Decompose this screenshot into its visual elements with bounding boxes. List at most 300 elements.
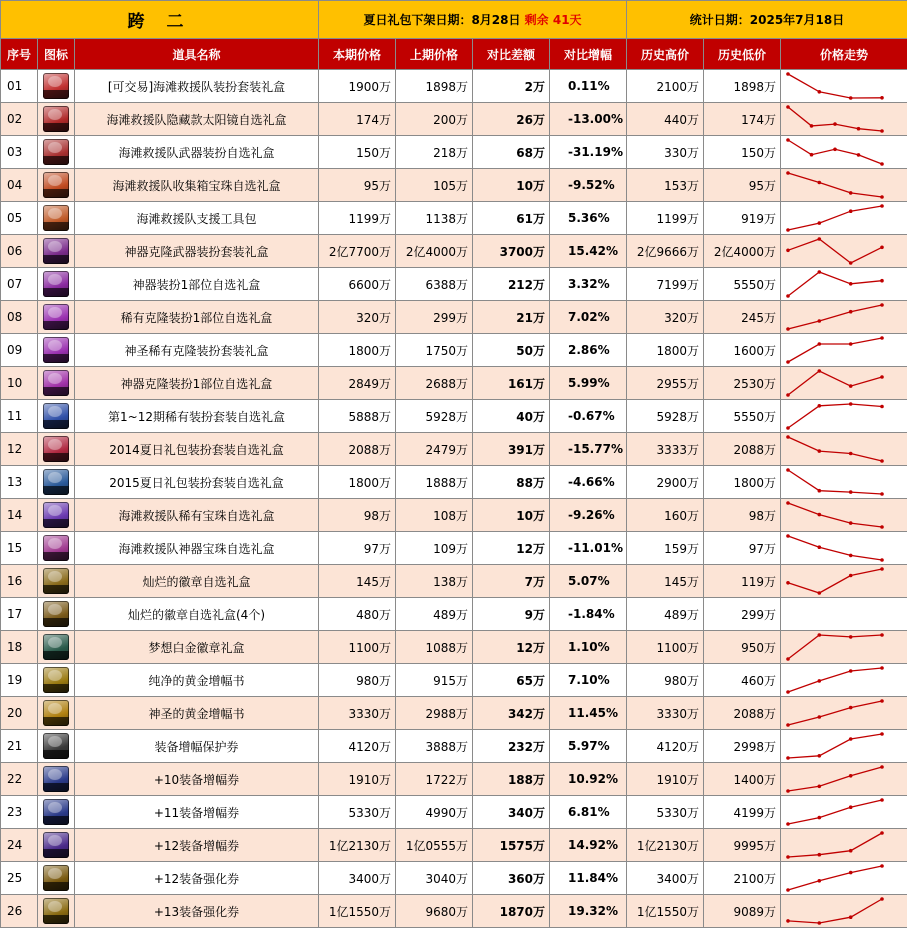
current-price: 480万 xyxy=(319,598,396,631)
trend-sparkline xyxy=(781,433,907,465)
row-number: 17 xyxy=(1,598,38,631)
icon-cell xyxy=(38,730,75,763)
history-low: 150万 xyxy=(704,136,781,169)
trend-point xyxy=(849,191,853,195)
price-diff: 188万 xyxy=(473,763,550,796)
trend-point xyxy=(786,228,790,232)
trend-point xyxy=(880,279,884,283)
price-change: -0.67% xyxy=(550,400,627,433)
trend-sparkline xyxy=(781,70,907,102)
trend-point xyxy=(880,831,884,835)
table-row xyxy=(1,169,907,202)
trend-point xyxy=(786,468,790,472)
gift-box-icon xyxy=(43,205,69,231)
price-change: 5.97% xyxy=(550,730,627,763)
price-change: 0.11% xyxy=(550,70,627,103)
trend-point xyxy=(818,369,822,373)
history-high: 440万 xyxy=(627,103,704,136)
price-change: 14.92% xyxy=(550,829,627,862)
history-low: 2088万 xyxy=(704,433,781,466)
trend-point xyxy=(818,342,822,346)
gift-box-icon xyxy=(43,403,69,429)
item-name: 第1~12期稀有装扮套装自选礼盒 xyxy=(75,400,319,433)
history-low: 5550万 xyxy=(704,268,781,301)
table-row xyxy=(1,466,907,499)
trend-point xyxy=(818,181,822,185)
current-price: 95万 xyxy=(319,169,396,202)
gift-box-icon xyxy=(43,73,69,99)
trend-point xyxy=(880,864,884,868)
trend-sparkline xyxy=(781,532,907,564)
history-low: 245万 xyxy=(704,301,781,334)
previous-price: 1898万 xyxy=(396,70,473,103)
trend-point xyxy=(818,633,822,637)
icon-cell xyxy=(38,169,75,202)
item-name: 稀有克隆装扮1部位自选礼盒 xyxy=(75,301,319,334)
trend-point xyxy=(849,574,853,578)
price-diff: 9万 xyxy=(473,598,550,631)
trend-point xyxy=(849,849,853,853)
history-low: 2998万 xyxy=(704,730,781,763)
scroll-icon xyxy=(43,700,69,726)
previous-price: 6388万 xyxy=(396,268,473,301)
row-number: 19 xyxy=(1,664,38,697)
price-change: 1.10% xyxy=(550,631,627,664)
trend-point xyxy=(880,567,884,571)
trend-point xyxy=(786,919,790,923)
item-name: 海滩救援队收集箱宝珠自选礼盒 xyxy=(75,169,319,202)
current-price: 1亿2130万 xyxy=(319,829,396,862)
trend-point xyxy=(786,855,790,859)
history-low: 97万 xyxy=(704,532,781,565)
trend-point xyxy=(818,879,822,883)
trend-point xyxy=(810,153,814,157)
trend-point xyxy=(849,490,853,494)
trend-sparkline xyxy=(781,631,907,663)
trend-point xyxy=(786,756,790,760)
table-row xyxy=(1,598,907,631)
trend-cell xyxy=(781,499,907,532)
trend-point xyxy=(849,706,853,710)
trend-sparkline xyxy=(781,202,907,234)
trend-point xyxy=(849,261,853,265)
row-number: 07 xyxy=(1,268,38,301)
previous-price: 200万 xyxy=(396,103,473,136)
price-diff: 12万 xyxy=(473,631,550,664)
price-diff: 88万 xyxy=(473,466,550,499)
previous-price: 105万 xyxy=(396,169,473,202)
trend-cell xyxy=(781,763,907,796)
item-name: [可交易]海滩救援队装扮套装礼盒 xyxy=(75,70,319,103)
trend-line xyxy=(788,140,882,164)
trend-point xyxy=(849,384,853,388)
trend-cell xyxy=(781,235,907,268)
gift-box-icon xyxy=(43,469,69,495)
trend-point xyxy=(833,148,837,152)
trend-sparkline xyxy=(781,565,907,597)
icon-cell xyxy=(38,136,75,169)
price-diff: 2万 xyxy=(473,70,550,103)
icon-cell xyxy=(38,301,75,334)
trend-point xyxy=(818,237,822,241)
price-diff: 65万 xyxy=(473,664,550,697)
trend-point xyxy=(880,336,884,340)
gift-box-icon xyxy=(43,238,69,264)
trend-point xyxy=(786,249,790,253)
price-change: 7.02% xyxy=(550,301,627,334)
item-name: 灿烂的徽章自选礼盒 xyxy=(75,565,319,598)
trend-sparkline xyxy=(781,697,907,729)
table-row xyxy=(1,70,907,103)
trend-point xyxy=(849,310,853,314)
price-diff: 340万 xyxy=(473,796,550,829)
history-high: 2100万 xyxy=(627,70,704,103)
icon-cell xyxy=(38,103,75,136)
trend-line xyxy=(788,206,882,230)
table-row xyxy=(1,136,907,169)
table-row xyxy=(1,631,907,664)
row-number: 03 xyxy=(1,136,38,169)
table-row xyxy=(1,532,907,565)
trend-point xyxy=(849,521,853,525)
row-number: 05 xyxy=(1,202,38,235)
item-name: 海滩救援队武器装扮自选礼盒 xyxy=(75,136,319,169)
price-diff: 391万 xyxy=(473,433,550,466)
trend-point xyxy=(880,897,884,901)
trend-sparkline xyxy=(781,400,907,432)
row-number: 01 xyxy=(1,70,38,103)
trend-point xyxy=(786,501,790,505)
price-diff: 360万 xyxy=(473,862,550,895)
trend-point xyxy=(880,303,884,307)
price-change: 7.10% xyxy=(550,664,627,697)
history-high: 159万 xyxy=(627,532,704,565)
item-name: 装备增幅保护券 xyxy=(75,730,319,763)
current-price: 1910万 xyxy=(319,763,396,796)
row-number: 25 xyxy=(1,862,38,895)
price-change: -9.52% xyxy=(550,169,627,202)
history-high: 160万 xyxy=(627,499,704,532)
current-price: 5330万 xyxy=(319,796,396,829)
trend-point xyxy=(880,633,884,637)
trend-cell xyxy=(781,862,907,895)
history-high: 1亿1550万 xyxy=(627,895,704,928)
previous-price: 1亿0555万 xyxy=(396,829,473,862)
trend-cell xyxy=(781,829,907,862)
trend-line xyxy=(788,569,882,593)
icon-cell xyxy=(38,796,75,829)
trend-point xyxy=(818,489,822,493)
history-low: 4199万 xyxy=(704,796,781,829)
trend-point xyxy=(849,915,853,919)
trend-cell xyxy=(781,103,907,136)
icon-cell xyxy=(38,268,75,301)
history-low: 2088万 xyxy=(704,697,781,730)
trend-point xyxy=(849,871,853,875)
item-name: 神圣稀有克隆装扮套装礼盒 xyxy=(75,334,319,367)
trend-cell xyxy=(781,730,907,763)
col-no: 序号 xyxy=(1,39,38,70)
icon-cell xyxy=(38,400,75,433)
table-row xyxy=(1,103,907,136)
trend-point xyxy=(849,282,853,286)
trend-sparkline xyxy=(781,169,907,201)
previous-price: 109万 xyxy=(396,532,473,565)
price-change: 3.32% xyxy=(550,268,627,301)
trend-point xyxy=(880,204,884,208)
table-row xyxy=(1,301,907,334)
trend-point xyxy=(849,96,853,100)
col-name: 道具名称 xyxy=(75,39,319,70)
trend-sparkline xyxy=(781,895,907,927)
trend-line xyxy=(788,833,882,857)
current-price: 3400万 xyxy=(319,862,396,895)
previous-price: 218万 xyxy=(396,136,473,169)
previous-price: 1088万 xyxy=(396,631,473,664)
trend-line xyxy=(788,536,882,560)
price-change: -31.19% xyxy=(550,136,627,169)
trend-point xyxy=(786,888,790,892)
previous-price: 2亿4000万 xyxy=(396,235,473,268)
trend-point xyxy=(786,534,790,538)
trend-point xyxy=(818,449,822,453)
trend-cell xyxy=(781,301,907,334)
trend-point xyxy=(818,754,822,758)
item-name: +12装备强化券 xyxy=(75,862,319,895)
icon-cell xyxy=(38,466,75,499)
trend-sparkline xyxy=(781,598,907,630)
trend-sparkline xyxy=(781,334,907,366)
trend-line xyxy=(788,74,882,98)
trend-point xyxy=(786,822,790,826)
trend-point xyxy=(880,492,884,496)
history-low: 1800万 xyxy=(704,466,781,499)
previous-price: 5928万 xyxy=(396,400,473,433)
price-change: 19.32% xyxy=(550,895,627,928)
table-row xyxy=(1,730,907,763)
trend-point xyxy=(786,723,790,727)
icon-cell xyxy=(38,829,75,862)
history-low: 950万 xyxy=(704,631,781,664)
price-diff: 12万 xyxy=(473,532,550,565)
trend-point xyxy=(880,525,884,529)
row-number: 23 xyxy=(1,796,38,829)
table-row xyxy=(1,268,907,301)
previous-price: 138万 xyxy=(396,565,473,598)
trend-sparkline xyxy=(781,466,907,498)
row-number: 08 xyxy=(1,301,38,334)
current-price: 1900万 xyxy=(319,70,396,103)
icon-cell xyxy=(38,895,75,928)
current-price: 1800万 xyxy=(319,334,396,367)
price-diff: 232万 xyxy=(473,730,550,763)
current-price: 97万 xyxy=(319,532,396,565)
gift-box-icon xyxy=(43,370,69,396)
row-number: 18 xyxy=(1,631,38,664)
icon-cell xyxy=(38,367,75,400)
history-low: 460万 xyxy=(704,664,781,697)
history-high: 4120万 xyxy=(627,730,704,763)
item-name: +10装备增幅券 xyxy=(75,763,319,796)
history-low: 1400万 xyxy=(704,763,781,796)
emblem-box-icon xyxy=(43,601,69,627)
trend-line xyxy=(788,470,882,494)
gift-box-icon xyxy=(43,337,69,363)
trend-cell xyxy=(781,895,907,928)
price-change: 2.86% xyxy=(550,334,627,367)
price-diff: 21万 xyxy=(473,301,550,334)
trend-line xyxy=(788,107,882,131)
price-diff: 10万 xyxy=(473,499,550,532)
ticket-icon xyxy=(43,733,69,759)
trend-cell xyxy=(781,598,907,631)
trend-point xyxy=(818,221,822,225)
table-row xyxy=(1,895,907,928)
trend-sparkline xyxy=(781,763,907,795)
price-change: -13.00% xyxy=(550,103,627,136)
row-number: 24 xyxy=(1,829,38,862)
table-row xyxy=(1,697,907,730)
previous-price: 2479万 xyxy=(396,433,473,466)
row-number: 10 xyxy=(1,367,38,400)
trend-sparkline xyxy=(781,235,907,267)
trend-point xyxy=(849,554,853,558)
trend-point xyxy=(818,270,822,274)
trend-cell xyxy=(781,433,907,466)
trend-point xyxy=(880,558,884,562)
current-price: 1亿1550万 xyxy=(319,895,396,928)
price-diff: 7万 xyxy=(473,565,550,598)
history-low: 299万 xyxy=(704,598,781,631)
col-trend: 价格走势 xyxy=(781,39,907,70)
history-high: 153万 xyxy=(627,169,704,202)
icon-cell xyxy=(38,70,75,103)
item-name: 神器克隆武器装扮套装礼盒 xyxy=(75,235,319,268)
orb-icon xyxy=(43,535,69,561)
trend-point xyxy=(786,171,790,175)
row-number: 09 xyxy=(1,334,38,367)
trend-cell xyxy=(781,400,907,433)
scroll-icon xyxy=(43,667,69,693)
stat-date: 统计日期：2025年7月18日 xyxy=(627,1,907,39)
current-price: 145万 xyxy=(319,565,396,598)
trend-line xyxy=(788,800,882,824)
previous-price: 489万 xyxy=(396,598,473,631)
trend-point xyxy=(786,690,790,694)
col-high: 历史高价 xyxy=(627,39,704,70)
previous-price: 108万 xyxy=(396,499,473,532)
history-low: 9089万 xyxy=(704,895,781,928)
trend-point xyxy=(786,294,790,298)
item-name: 海滩救援队神器宝珠自选礼盒 xyxy=(75,532,319,565)
price-change: 5.07% xyxy=(550,565,627,598)
current-price: 174万 xyxy=(319,103,396,136)
history-high: 5330万 xyxy=(627,796,704,829)
current-price: 6600万 xyxy=(319,268,396,301)
row-number: 13 xyxy=(1,466,38,499)
trend-point xyxy=(786,426,790,430)
trend-point xyxy=(849,452,853,456)
history-low: 919万 xyxy=(704,202,781,235)
trend-point xyxy=(857,127,861,131)
history-high: 980万 xyxy=(627,664,704,697)
ticket-icon xyxy=(43,766,69,792)
trend-cell xyxy=(781,565,907,598)
trend-cell xyxy=(781,466,907,499)
current-price: 980万 xyxy=(319,664,396,697)
col-current-price: 本期价格 xyxy=(319,39,396,70)
history-high: 330万 xyxy=(627,136,704,169)
trend-point xyxy=(786,360,790,364)
trend-point xyxy=(880,246,884,250)
item-name: 2015夏日礼包装扮套装自选礼盒 xyxy=(75,466,319,499)
trend-cell xyxy=(781,136,907,169)
item-name: 海滩救援队支援工具包 xyxy=(75,202,319,235)
region-title: 跨 二 xyxy=(1,1,319,39)
table-row xyxy=(1,499,907,532)
history-high: 2955万 xyxy=(627,367,704,400)
icon-cell xyxy=(38,664,75,697)
table-row xyxy=(1,763,907,796)
row-number: 02 xyxy=(1,103,38,136)
price-diff: 50万 xyxy=(473,334,550,367)
trend-line xyxy=(788,371,882,395)
trend-sparkline xyxy=(781,499,907,531)
trend-point xyxy=(880,459,884,463)
item-name: 纯净的黄金增幅书 xyxy=(75,664,319,697)
history-high: 489万 xyxy=(627,598,704,631)
previous-price: 299万 xyxy=(396,301,473,334)
price-change: 11.45% xyxy=(550,697,627,730)
gift-box-icon xyxy=(43,436,69,462)
col-low: 历史低价 xyxy=(704,39,781,70)
table-row xyxy=(1,367,907,400)
history-high: 1199万 xyxy=(627,202,704,235)
trend-line xyxy=(788,635,882,659)
history-low: 1600万 xyxy=(704,334,781,367)
price-change: 5.36% xyxy=(550,202,627,235)
row-number: 12 xyxy=(1,433,38,466)
previous-price: 2988万 xyxy=(396,697,473,730)
price-change: 15.42% xyxy=(550,235,627,268)
trend-point xyxy=(818,816,822,820)
trend-line xyxy=(788,239,882,263)
table-row xyxy=(1,433,907,466)
item-name: 神器克隆装扮1部位自选礼盒 xyxy=(75,367,319,400)
trend-cell xyxy=(781,334,907,367)
column-header-row xyxy=(1,39,907,70)
col-icon: 图标 xyxy=(38,39,75,70)
trend-point xyxy=(786,435,790,439)
history-high: 5928万 xyxy=(627,400,704,433)
trend-line xyxy=(788,272,882,296)
history-high: 1亿2130万 xyxy=(627,829,704,862)
trend-point xyxy=(849,805,853,809)
price-change: 11.84% xyxy=(550,862,627,895)
history-low: 2100万 xyxy=(704,862,781,895)
trend-sparkline xyxy=(781,136,907,168)
trend-point xyxy=(880,699,884,703)
trend-cell xyxy=(781,796,907,829)
days-remaining: 剩余 41天 xyxy=(524,13,582,27)
trend-sparkline xyxy=(781,796,907,828)
history-low: 1898万 xyxy=(704,70,781,103)
trend-point xyxy=(880,375,884,379)
history-high: 3330万 xyxy=(627,697,704,730)
offshelf-notice xyxy=(319,1,627,39)
icon-cell xyxy=(38,763,75,796)
price-diff: 68万 xyxy=(473,136,550,169)
